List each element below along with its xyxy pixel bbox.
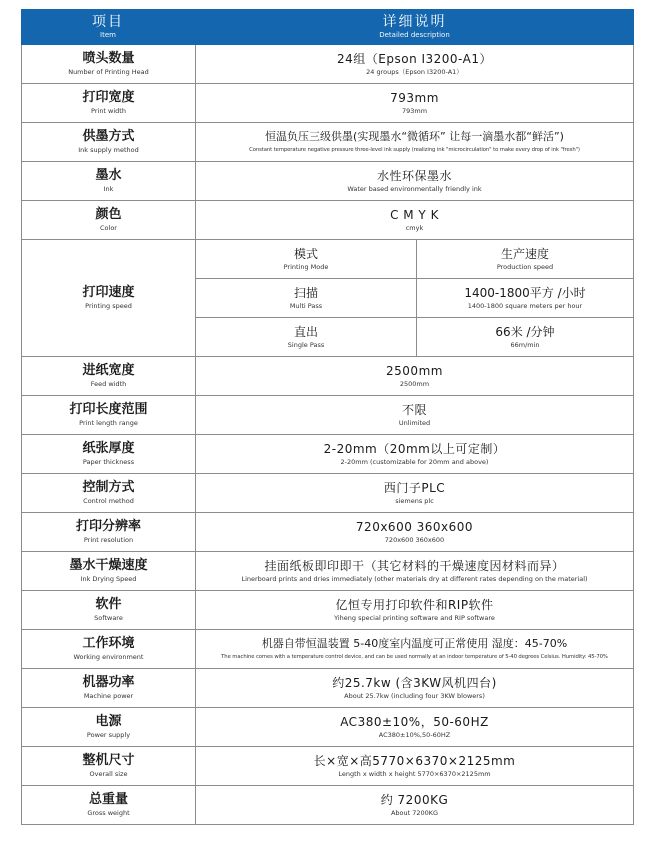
label-zh: 纸张厚度 xyxy=(82,441,135,456)
value-zh: 约 7200KG xyxy=(380,793,449,807)
label-zh: 控制方式 xyxy=(82,480,135,495)
value-en: Yiheng special printing software and RIP software xyxy=(334,614,495,622)
value-en: cmyk xyxy=(405,224,424,232)
table-row xyxy=(22,630,633,669)
printing-speed-row xyxy=(22,240,633,357)
row-value xyxy=(196,201,633,239)
value-en: Unlimited xyxy=(398,419,431,427)
row-value xyxy=(196,630,633,668)
label-en: Ink Drying Speed xyxy=(80,575,137,583)
row-value xyxy=(196,747,633,785)
header-desc-en: Detailed description xyxy=(379,31,450,39)
label-zh: 工作环境 xyxy=(82,636,135,651)
row-value xyxy=(196,435,633,473)
value-en: Constant temperature negative pressure three-level ink supply (realizing ink "microcirculation" to make every drop of ink "fresh") xyxy=(249,147,580,153)
value-zh: 720x600 360x600 xyxy=(355,520,474,534)
label-en: Machine power xyxy=(83,692,134,700)
value-zh: 水性环保墨水 xyxy=(376,169,452,183)
label-zh: 打印宽度 xyxy=(82,90,135,105)
label-en: Ink xyxy=(103,185,114,193)
value-en: The machine comes with a temperature control device, and can be used normally at an indoor temperature of 5-40 degrees Celsius. Humidity: 45-70% xyxy=(221,654,608,660)
table-row xyxy=(22,708,633,747)
value-en: Linerboard prints and dries immediately (other materials dry at different rates depending on the material) xyxy=(241,575,588,583)
table-row xyxy=(22,123,633,162)
value-en: siemens plc xyxy=(395,497,434,505)
label-zh: 打印长度范围 xyxy=(69,402,148,417)
row-label xyxy=(22,396,196,434)
mode-header xyxy=(196,240,417,278)
speed-zh: 66米 /分钟 xyxy=(495,325,555,339)
table-row xyxy=(22,357,633,396)
label-en: Control method xyxy=(83,497,134,505)
row-value xyxy=(196,591,633,629)
label-zh: 机器功率 xyxy=(82,675,135,690)
value-en: About 25.7kw (including four 3KW blowers) xyxy=(344,692,485,700)
row-label xyxy=(22,357,196,395)
value-zh: 2500mm xyxy=(386,364,443,378)
value-zh: 不限 xyxy=(401,403,427,417)
header-desc-zh: 详细说明 xyxy=(382,14,447,30)
value-zh: 793mm xyxy=(390,91,439,105)
value-zh: 长×宽×高5770×6370×2125mm xyxy=(313,754,516,768)
table-row xyxy=(22,396,633,435)
speed-zh: 1400-1800平方 /小时 xyxy=(464,286,586,300)
table-row xyxy=(22,591,633,630)
value-zh: 机器自带恒温装置 5-40度室内温度可正常使用 湿度：45-70% xyxy=(261,637,568,650)
value-zh: 约25.7kw (含3KW风机四台) xyxy=(332,676,497,690)
value-zh: 2-20mm（20mm以上可定制） xyxy=(323,442,506,456)
label-zh: 电源 xyxy=(95,714,122,729)
value-zh: 挂面纸板即印即干（其它材料的干燥速度因材料而异） xyxy=(264,559,565,573)
table-row xyxy=(22,474,633,513)
value-en: AC380±10%,50-60HZ xyxy=(378,731,451,739)
speed-en: 1400-1800 square meters per hour xyxy=(467,302,583,310)
row-label xyxy=(22,45,196,83)
value-en: 720x600 360x600 xyxy=(384,536,445,544)
label-zh: 打印分辨率 xyxy=(75,519,141,534)
value-en: 2-20mm (customizable for 20mm and above) xyxy=(340,458,489,466)
row-label xyxy=(22,84,196,122)
row-label xyxy=(22,201,196,239)
value-zh: 恒温负压三级供墨(实现墨水“微循环” 让每一滴墨水都“鲜活”) xyxy=(265,130,564,143)
value-en: 2500mm xyxy=(399,380,430,388)
table-row xyxy=(22,747,633,786)
mode-cell xyxy=(196,318,417,356)
value-zh: AC380±10%，50-60HZ xyxy=(340,715,489,729)
header-description xyxy=(195,9,634,45)
row-value xyxy=(196,162,633,200)
table-row xyxy=(22,201,633,240)
spec-sheet xyxy=(21,9,634,825)
value-en: Length x width x height 5770×6370×2125mm xyxy=(338,770,491,778)
row-value xyxy=(196,396,633,434)
table-row xyxy=(22,435,633,474)
label-en: Print width xyxy=(91,107,126,115)
row-label xyxy=(22,747,196,785)
row-label xyxy=(22,552,196,590)
label-en: Printing speed xyxy=(85,302,132,310)
label-en: Number of Printing Head xyxy=(68,68,149,76)
label-en: Software xyxy=(94,614,123,622)
label-en: Paper thickness xyxy=(82,458,135,466)
label-en: Ink supply method xyxy=(78,146,139,154)
value-zh: 西门子PLC xyxy=(383,481,446,495)
label-en: Color xyxy=(100,224,117,232)
row-value xyxy=(196,357,633,395)
label-en: Print resolution xyxy=(83,536,134,544)
row-label xyxy=(22,630,196,668)
speed-subtable xyxy=(196,240,633,356)
speed-cell xyxy=(417,318,633,356)
row-value xyxy=(196,552,633,590)
value-zh: C M Y K xyxy=(390,208,439,222)
row-value xyxy=(196,123,633,161)
mode-cell xyxy=(196,279,417,317)
speed-en: 66m/min xyxy=(510,341,540,349)
table-header xyxy=(21,9,634,45)
speed-subtable-header xyxy=(196,240,633,278)
mode-en: Single Pass xyxy=(287,341,325,349)
row-label xyxy=(22,240,196,356)
label-zh: 软件 xyxy=(95,597,122,612)
row-value xyxy=(196,84,633,122)
table-row xyxy=(22,513,633,552)
label-en: Print length range xyxy=(79,419,138,427)
table-row xyxy=(22,786,633,825)
label-zh: 墨水 xyxy=(95,168,122,183)
label-en: Power supply xyxy=(86,731,131,739)
label-zh: 总重量 xyxy=(88,792,128,807)
table-row xyxy=(22,45,633,84)
label-en: Working environment xyxy=(73,653,144,661)
value-en: Water based environmentally friendly ink xyxy=(347,185,482,193)
row-value xyxy=(196,513,633,551)
label-zh: 喷头数量 xyxy=(82,51,135,66)
row-label xyxy=(22,786,196,824)
label-zh: 进纸宽度 xyxy=(82,363,135,378)
mode-header-zh: 模式 xyxy=(293,247,318,261)
spec-table xyxy=(21,45,634,825)
row-value xyxy=(196,474,633,512)
speed-header-en: Production speed xyxy=(496,263,554,271)
value-en: 793mm xyxy=(401,107,428,115)
row-label xyxy=(22,708,196,746)
label-zh: 打印速度 xyxy=(82,285,135,300)
row-value xyxy=(196,786,633,824)
label-zh: 供墨方式 xyxy=(82,129,135,144)
row-label xyxy=(22,435,196,473)
speed-header-zh: 生产速度 xyxy=(500,247,549,261)
label-en: Gross weight xyxy=(87,809,130,817)
row-label xyxy=(22,162,196,200)
row-value xyxy=(196,45,633,83)
label-zh: 整机尺寸 xyxy=(82,753,135,768)
value-en: About 7200KG xyxy=(390,809,439,817)
row-value xyxy=(196,669,633,707)
mode-header-en: Printing Mode xyxy=(283,263,329,271)
mode-zh: 扫描 xyxy=(293,286,318,300)
header-item-en: Item xyxy=(100,31,116,39)
table-row xyxy=(22,669,633,708)
value-zh: 24组（Epson I3200-A1） xyxy=(337,52,492,66)
mode-zh: 直出 xyxy=(293,325,318,339)
label-en: Feed width xyxy=(90,380,127,388)
table-row xyxy=(22,162,633,201)
production-speed-header xyxy=(417,240,633,278)
label-zh: 颜色 xyxy=(95,207,122,222)
row-label xyxy=(22,669,196,707)
header-item xyxy=(21,9,195,45)
value-en: 24 groups（Epson I3200-A1） xyxy=(366,68,463,76)
header-item-zh: 项目 xyxy=(92,14,124,30)
mode-en: Multi Pass xyxy=(289,302,323,310)
table-row xyxy=(22,84,633,123)
row-label xyxy=(22,591,196,629)
speed-mode-row xyxy=(196,278,633,317)
table-row xyxy=(22,552,633,591)
row-value xyxy=(196,708,633,746)
speed-cell xyxy=(417,279,633,317)
value-zh: 亿恒专用打印软件和RIP软件 xyxy=(335,598,494,612)
label-zh: 墨水干燥速度 xyxy=(69,558,148,573)
label-en: Overall size xyxy=(89,770,128,778)
row-label xyxy=(22,123,196,161)
row-label xyxy=(22,513,196,551)
speed-mode-row xyxy=(196,317,633,356)
row-label xyxy=(22,474,196,512)
